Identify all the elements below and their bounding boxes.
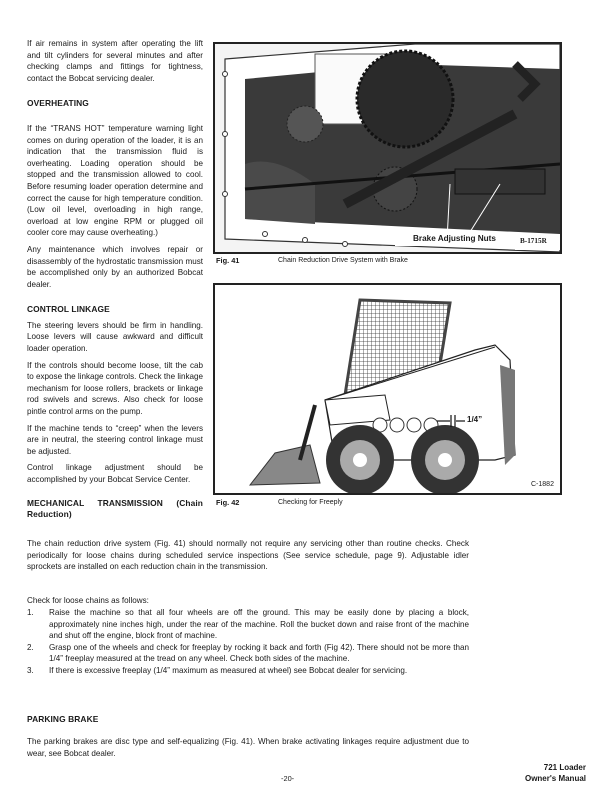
footer-manual: Owner's Manual (524, 774, 586, 783)
figure-41-image (213, 42, 562, 254)
loader-freeplay-illustration (215, 285, 560, 493)
step-text: Raise the machine so that all four wheels are off the ground. This may be easily done by placing a block, approximately nine inches high, under the rear of the machine. Roll the bucket down and raise front of the machine and shut off the engine, block front of machine. (49, 608, 469, 641)
figure-42-caption-text: Checking for Freeply (278, 499, 343, 506)
mechanical-transmission-body: The chain reduction drive system (Fig. 41) should normally not require any servicing other than routine checks. Check periodically for loose chains during scheduled service inspections (See service schedule, page 9). Adjustable idler sprockets are installed on each reduction chain in the transmission. (27, 539, 469, 572)
figure-41-code: B-1715R (520, 237, 547, 245)
step-text: Grasp one of the wheels and check for freeplay by rocking it back and forth (Fig 42). There should not be more than 1/4” freeplay measured at the tread on any wheel. Check both sides of the machine. (49, 642, 469, 664)
parking-brake-body: The parking brakes are disc type and self-equalizing (Fig. 41). When brake activating linkages require adjustment due to wear, see Bobcat dealer. (27, 737, 469, 758)
footer-title (525, 762, 586, 784)
step-number: 1. (27, 608, 34, 617)
steps-list (27, 607, 469, 677)
figure-42-image (213, 283, 562, 495)
control-paragraph-1: The steering levers should be firm in handling. Loose levers will cause awkward and difficult loader operation. (27, 320, 203, 354)
step-text: If there is excessive freeplay (1/4” maximum as measured at wheel) see Bobcat dealer for servicing. (49, 665, 408, 675)
overheating-heading: OVERHEATING (27, 98, 89, 109)
figure-41-label: Fig. 41 (216, 256, 240, 265)
chain-drive-illustration (215, 44, 560, 252)
overheating-paragraph-1: If the “TRANS HOT” temperature warning light comes on during operation of the loader, it is an indication that the transmission fluid is overheating. Loading operation should be stopped and the transmission allowed to cool. Before resuming loader operation determine and correct the cause for high temperature condition. (Low oil level, overloading in high range, overload at low engine RPM or plugged oil cooler core may cause overheating.) (27, 123, 203, 238)
step-number: 2. (27, 642, 34, 652)
figure-42-code: C-1882 (531, 481, 554, 488)
freeplay-dimension-label: 1/4” (467, 415, 483, 424)
parking-brake-heading: PARKING BRAKE (27, 714, 99, 724)
figure-42-caption (216, 498, 343, 507)
left-column (27, 38, 203, 521)
list-item (27, 607, 469, 642)
step-number: 3. (27, 665, 34, 675)
figure-41-caption (216, 256, 408, 265)
check-intro: Check for loose chains as follows: (27, 596, 149, 605)
intro-paragraph: If air remains in system after operating the lift and tilt cylinders for several minutes and after checking clamps and fittings for tightness, contact the Bobcat servicing dealer. (27, 39, 203, 83)
footer-model: 721 Loader (543, 763, 586, 772)
brake-adjusting-nuts-callout: Brake Adjusting Nuts (413, 234, 496, 243)
control-paragraph-2: If the controls should become loose, tilt the cab to expose the linkage controls. Check the linkage mechanism for loose rollers, brackets or linkage rod swivels and screws. Also check for loose pintle control arms on the pump. (27, 360, 203, 417)
page-number: -20- (281, 774, 295, 783)
figure-42-label: Fig. 42 (216, 498, 240, 507)
figure-41-caption-text: Chain Reduction Drive System with Brake (278, 257, 408, 264)
control-paragraph-4: Control linkage adjustment should be accomplished by your Bobcat Service Center. (27, 463, 203, 484)
list-item (27, 665, 469, 677)
overheating-paragraph-2: Any maintenance which involves repair or disassembly of the hydrostatic transmission must be accomplished only by an authorized Bobcat dealer. (27, 244, 203, 289)
control-linkage-heading: CONTROL LINKAGE (27, 304, 110, 315)
list-item (27, 642, 469, 665)
mechanical-transmission-heading: MECHANICAL TRANSMISSION (Chain Reduction) (27, 497, 203, 520)
control-paragraph-3: If the machine tends to “creep” when the levers are in neutral, the steering control linkage must be adjusted. (27, 423, 203, 456)
